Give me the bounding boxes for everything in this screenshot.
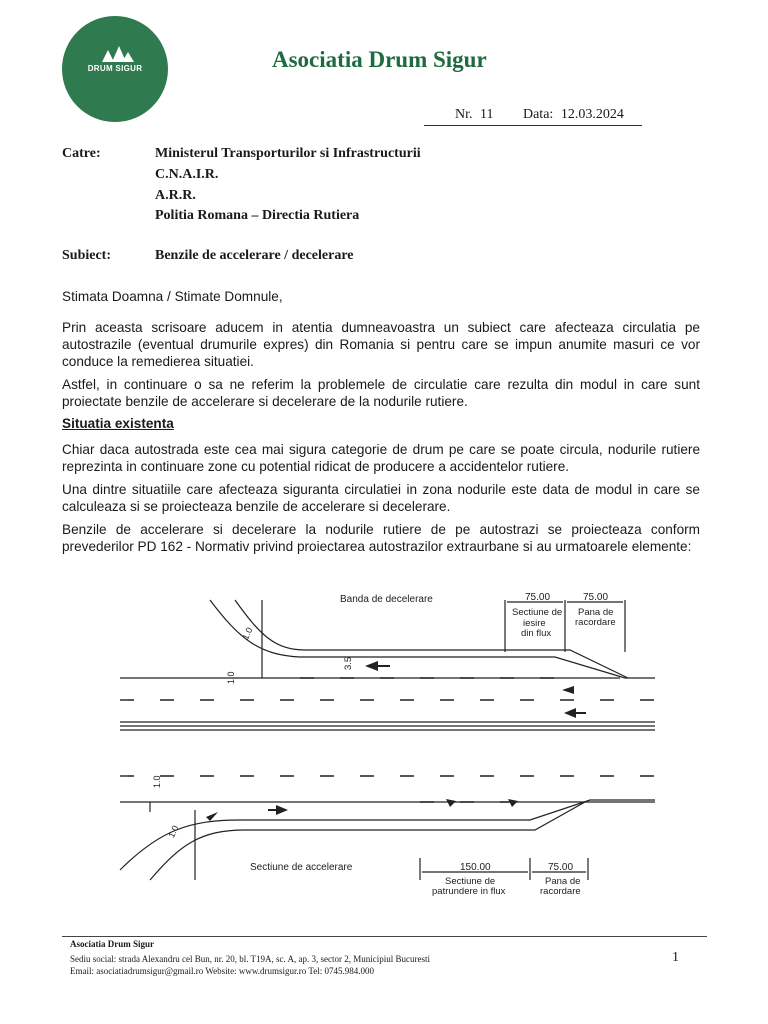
recipient-2: C.N.A.I.R.: [155, 167, 219, 182]
lane-width: 3.5: [343, 656, 354, 670]
paragraph-1: Prin aceasta scrisoare aducem in atentia dumneavoastra un subiect care afecteaza circulatia pe autostrazile (eventual drumurile expres) din Romania si pentru care se impun anumite masuri ce vor conduce la remedierea situatiei.: [62, 320, 700, 369]
recipient-1: Ministerul Transporturilor si Infrastructurii: [155, 146, 421, 161]
paragraph-2: Astfel, in continuare o sa ne referim la problemele de circulatie care rezulta din modul in care sunt proiectate benzile de accelerare si decelerare de la nodurile rutiere.: [62, 377, 700, 409]
reference-line: [455, 107, 628, 123]
taper-top-line-2: racordare: [575, 617, 616, 628]
exit-section-line-1: Sectiune de: [512, 607, 563, 618]
dim-top-2: 75.00: [583, 592, 609, 603]
paragraph-3: Chiar daca autostrada este cea mai sigura categorie de drum pe care se poate circula, nodurile rutiere reprezinta in continuare zone cu potential ridicat de producere a accidentelor rutiere.: [62, 442, 700, 474]
footer-contact: Email: asociatiadrumsigur@gmail.ro Website: www.drumsigur.ro Tel: 0745.984.000: [70, 966, 374, 976]
date-label: Data:: [522, 107, 554, 122]
paragraph-4: Una dintre situatiile care afecteaza siguranta circulatiei in zona nodurile este data de modul in care se calculeaza si se proiecteaza benzile de accelerare si decelerare.: [62, 482, 700, 514]
subject-text: Benzile de accelerare / decelerare: [155, 248, 354, 263]
arrow-merge-2: [508, 799, 518, 807]
organization-name: Asociatia Drum Sigur: [272, 47, 487, 72]
footer-org: Asociatia Drum Sigur: [70, 939, 154, 949]
nr-value: 11: [480, 107, 494, 122]
offset-d: 1.0: [166, 823, 181, 840]
taper-top-line-1: Pana de: [578, 607, 614, 618]
header-divider: [424, 125, 642, 126]
nr-label: Nr.: [455, 107, 473, 122]
offset-b: 1.0: [226, 671, 236, 684]
arrow-merge-1: [446, 799, 456, 807]
section-heading: Situatia existenta: [62, 416, 174, 431]
merge-section-line-1: Sectiune de: [445, 876, 496, 887]
page-number: 1: [672, 950, 679, 965]
arrow-exit: [562, 686, 574, 694]
recipients-label: Catre:: [62, 146, 101, 161]
subject-label: Subiect:: [62, 248, 111, 263]
recipient-3: A.R.R.: [155, 188, 196, 203]
footer-divider: [62, 936, 707, 937]
taper-bot-line-2: racordare: [540, 886, 581, 897]
accel-label: Sectiune de accelerare: [250, 862, 353, 873]
exit-section-line-2: iesire: [523, 618, 546, 629]
offset-c: 1.0: [152, 775, 162, 788]
lane-diagram: [0, 580, 768, 910]
recipient-4: Politia Romana – Directia Rutiera: [155, 208, 360, 223]
organization-logo: [62, 16, 168, 122]
arrow-decel: [365, 661, 378, 671]
arrow-lane-left: [564, 708, 576, 718]
decel-ramp-inner: [235, 600, 628, 678]
decel-label: Banda de decelerare: [340, 594, 433, 605]
footer-address: Sediu social: strada Alexandru cel Bun, nr. 20, bl. T19A, sc. A, ap. 3, sector 2, Municipiul Bucuresti: [70, 954, 431, 964]
dim-bot-2: 75.00: [548, 862, 574, 873]
dim-bot-1: 150.00: [460, 862, 491, 873]
offset-a: 1.0: [240, 625, 255, 642]
taper-bot-line-1: Pana de: [545, 876, 581, 887]
greeting: Stimata Doamna / Stimate Domnule,: [62, 289, 283, 304]
arrow-accel-1: [206, 812, 218, 821]
dim-top-1: 75.00: [525, 592, 551, 603]
logo-text: DRUM SIGUR: [87, 64, 143, 73]
accel-ramp-outer: [120, 800, 655, 870]
exit-section-line-3: din flux: [521, 628, 552, 639]
merge-section-line-2: patrundere in flux: [432, 886, 506, 897]
paragraph-5: Benzile de accelerare si decelerare la nodurile rutiere de pe autostrazi se proiecteaza conform prevederilor PD 162 - Normativ privind proiectarea autostrazilor extraurbane si au urmatoarele elemente:: [62, 522, 700, 554]
date-value: 12.03.2024: [560, 107, 624, 122]
